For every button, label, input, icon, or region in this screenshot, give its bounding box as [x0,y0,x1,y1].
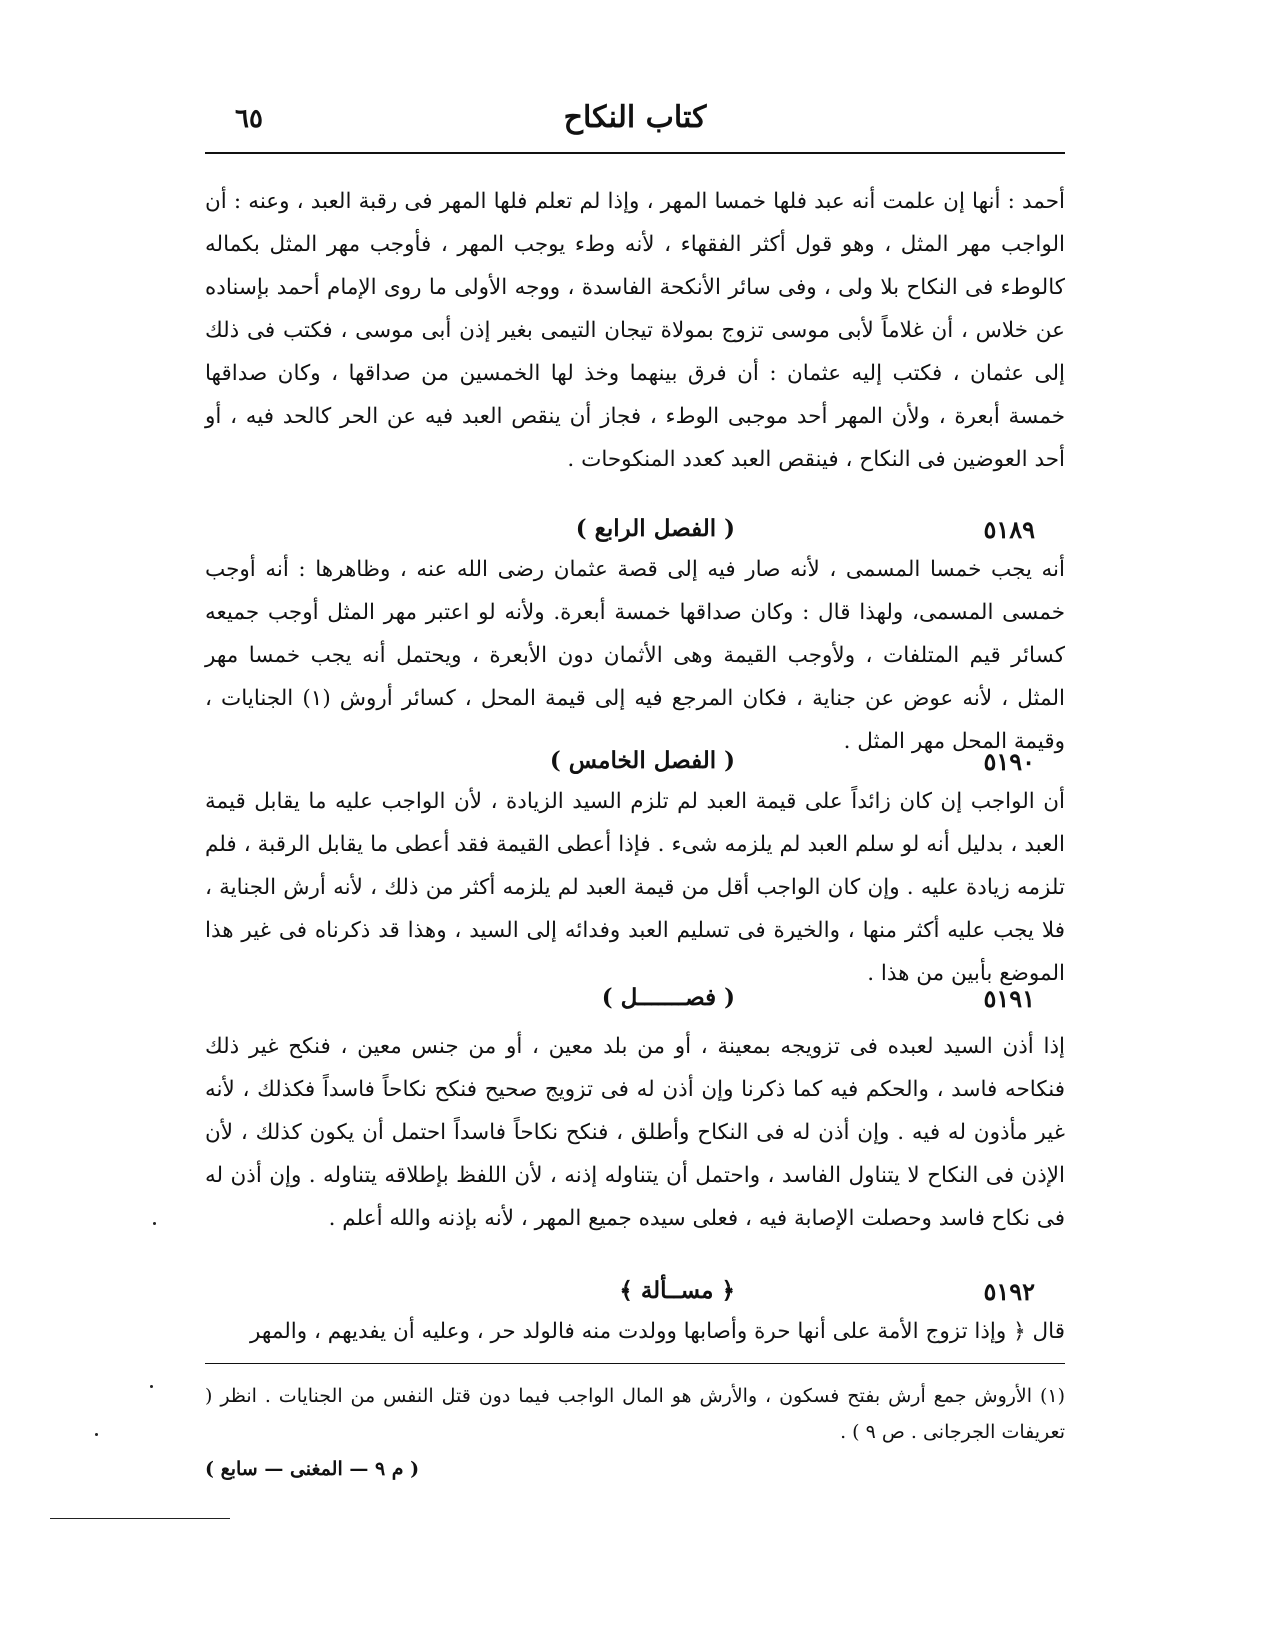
scan-speck [95,1433,98,1436]
header-divider [205,152,1065,154]
section-heading-5192 [205,1277,1065,1313]
paragraph-2: أنه يجب خمسا المسمى ، لأنه صار فيه إلى قصة عثمان رضى الله عنه ، وظاهرها : أنه أوجب خمسى المسمى، ولهذا قال : وكان صداقها خمسة أبعرة. ولأنه لو اعتبر مهر المثل أوجب جميعه كسائر قيم المتلفات ، ولأوجب القيمة وهى الأثمان دون الأبعرة ، ويحتمل أنه يجب خمسا مهر المثل ، لأنه عوض عن جناية ، فكان المرجع فيه إلى قيمة المحل ، كسائر أروش (١) الجنايات ، وقيمة المحل مهر المثل . [205,557,1065,754]
scan-speck [150,1385,153,1388]
page-header [205,100,1065,150]
paragraph-5: قال ﴿ وإذا تزوج الأمة على أنها حرة وأصابها وولدت منه فالولد حر ، وعليه أن يفديهم ، والمهر [250,1319,1065,1344]
section-heading-5191 [205,984,1065,1020]
paragraph-1: أحمد : أنها إن علمت أنه عبد فلها خمسا المهر ، وإذا لم تعلم فلها المهر فى رقبة العبد ، وعنه : أن الواجب مهر المثل ، وهو قول أكثر الفقهاء ، لأنه وطء يوجب المهر ، فأوجب مهر المثل بكماله كالوطء فى النكاح بلا ولى ، وفى سائر الأنكحة الفاسدة ، ووجه الأولى ما روى الإمام أحمد بإسناده عن خلاس ، أن غلاماً لأبى موسى تزوج بمولاة تيجان التيمى بغير إذن أبى موسى ، فكتب فى ذلك إلى عثمان ، فكتب إليه عثمان : أن فرق بينهما وخذ لها الخمسين من صداقها ، وكان صداقها خمسة أبعرة ، ولأن المهر أحد موجبى الوطء ، فجاز أن ينقص العبد فيه عن الحر كالحد فيه ، أو أحد العوضين فى النكاح ، فينقص العبد كعدد المنكوحات . [205,189,1065,472]
running-title: كتاب النكاح [563,100,707,135]
section-title: ﴿ مســألة ﴾ [619,1277,735,1304]
section-number: ٥١٩٢ [983,1277,1035,1306]
section-title: ( الفصل الرابع ) [575,515,735,542]
paragraph-3: أن الواجب إن كان زائداً على قيمة العبد لم تلزم السيد الزيادة ، لأن الواجب عليه ما يقابل قيمة العبد ، بدليل أنه لو سلم العبد لم يلزمه شىء . فإذا أعطى القيمة فقد أعطى ما يقابل الرقبة ، فلم تلزمه زيادة عليه . وإن كان الواجب أقل من قيمة العبد لم يلزمه أكثر من ذلك ، لأنه أرش الجناية ، فلا يجب عليه أكثر منها ، والخيرة فى تسليم العبد وفدائه إلى السيد ، وهذا قد ذكرناه فى غير هذا الموضع بأبين من هذا . [205,789,1065,986]
scan-speck [153,1222,156,1225]
section-heading-5189 [205,515,1065,551]
section-number: ٥١٩٠ [983,747,1035,776]
section-number: ٥١٩١ [983,984,1035,1013]
footnote-divider [205,1363,1065,1364]
section-title: ( الفصل الخامس ) [549,747,735,774]
page-number: ٦٥ [235,104,263,134]
section-heading-5190 [205,747,1065,783]
scan-edge-line [50,1518,230,1519]
printer-signature: ( م ٩ — المغنى — سابع ) [205,1458,420,1480]
section-number: ٥١٨٩ [983,515,1035,544]
paragraph-4: إذا أذن السيد لعبده فى تزويجه بمعينة ، أو من بلد معين ، أو من جنس معين ، فنكح غير ذلك فنكاحه فاسد ، والحكم فيه كما ذكرنا وإن أذن له فى تزويج صحيح فنكح نكاحاً فاسداً فكذلك ، لأنه غير مأذون له فيه . وإن أذن له فى النكاح وأطلق ، فنكح نكاحاً فاسداً احتمل أن يكون كذلك ، لأن الإذن فى النكاح لا يتناول الفاسد ، واحتمل أن يتناوله إذنه ، لأن اللفظ بإطلاقه يتناوله . وإن أذن له فى نكاح فاسد وحصلت الإصابة فيه ، فعلى سيده جميع المهر ، لأنه بإذنه والله أعلم . [205,1034,1065,1231]
footnote: (١) الأروش جمع أرش بفتح فسكون ، والأرش هو المال الواجب فيما دون قتل النفس من الجنايات . انظر ( تعريفات الجرجانى . ص ٩ ) . [205,1385,1066,1443]
section-title: ( فصـــــــل ) [601,984,735,1011]
